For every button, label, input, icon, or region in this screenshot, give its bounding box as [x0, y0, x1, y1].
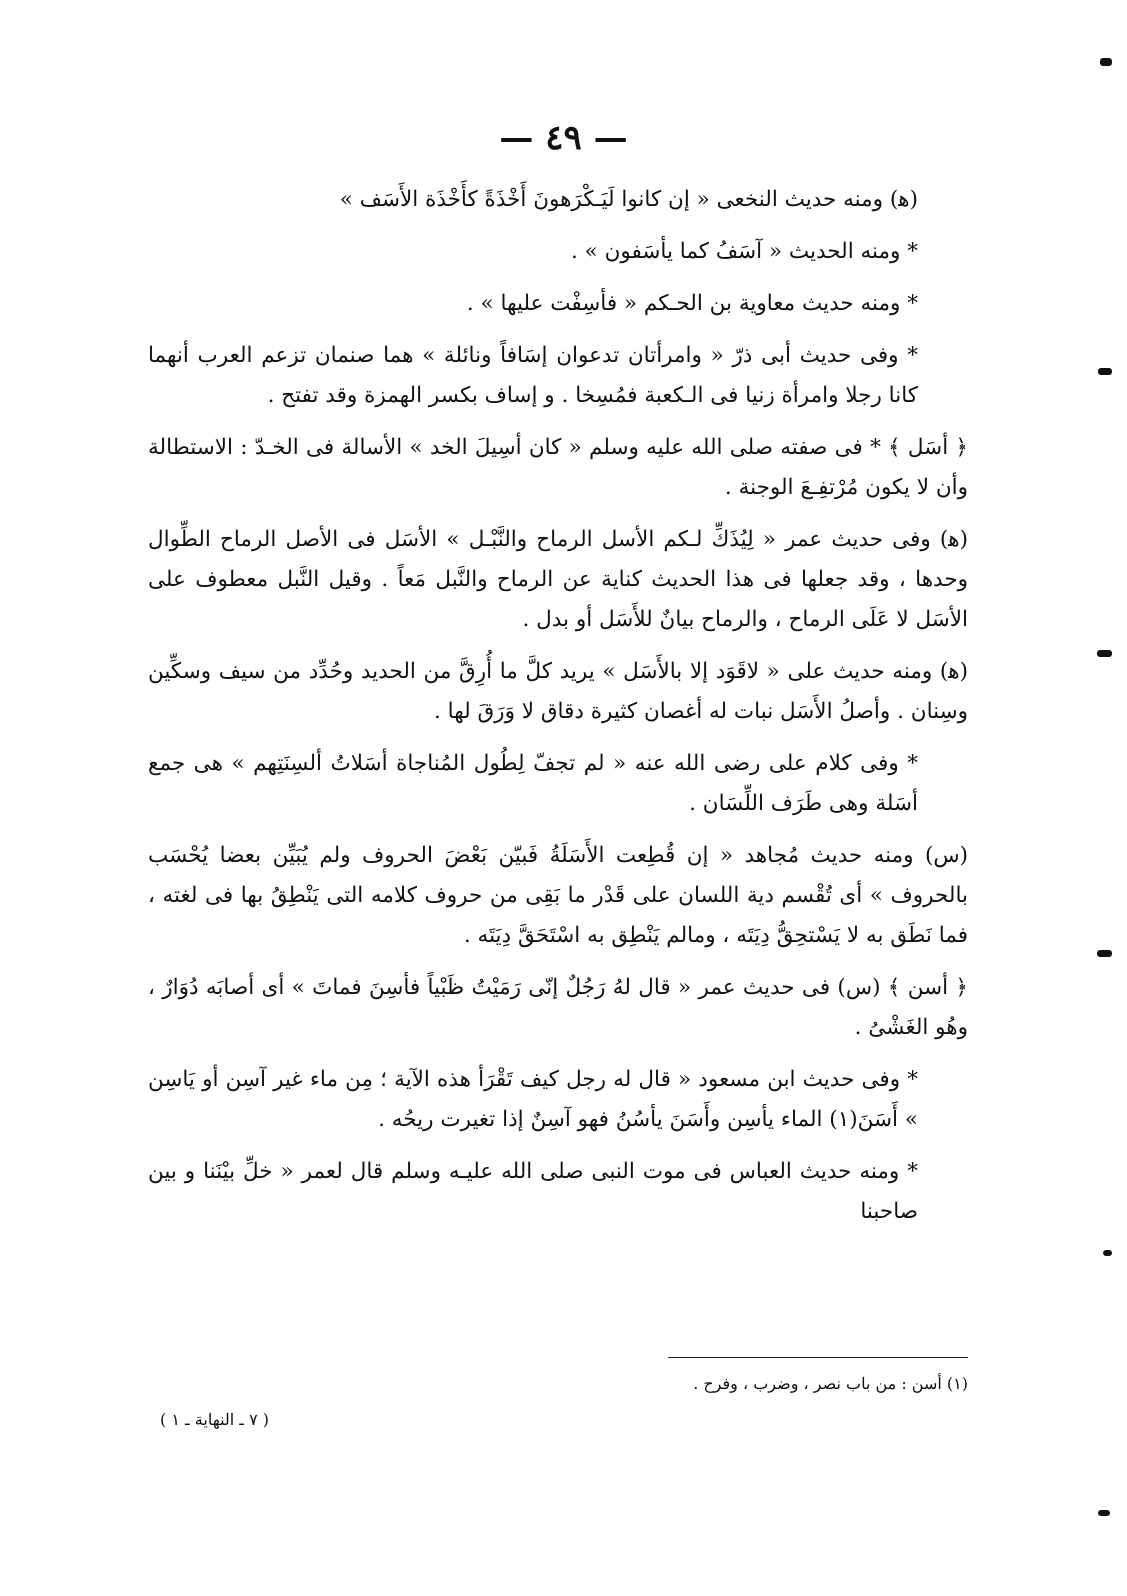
- body-text: [148, 180, 968, 1244]
- paragraph: (ﻫ) ومنه حديث النخعى « إن كانوا لَيَـكْرَهونَ أَخْذَةً كأَخْذَة الأَسَف »: [339, 187, 918, 212]
- edge-mark: [1097, 650, 1112, 657]
- edge-mark: [1097, 950, 1112, 957]
- paragraph-entry-asal: ﴿ أسَل ﴾ * فى صفته صلى الله عليه وسلم « كان أسِيلَ الخد » الأسالة فى الخـدّ : الاستطالة وأن لا يكون مُرْتفِـعَ الوجنة .: [148, 435, 968, 500]
- paragraph: * وفى حديث ابن مسعود « قال له رجل كيف تَقْرَأ هذه الآية ؛ مِن ماء غير آسِن أو يَاسِن » أَسَنَ(١) الماء يأسِن وأَسَنَ يأسُنُ فهو آسِنٌ إذا تغيرت ريحُه .: [148, 1067, 918, 1132]
- paragraph: (س) ومنه حديث مُجاهد « إن قُطِعت الأَسَلَةُ فَبيّن بَعْضَ الحروف ولم يُبَيِّن بعضا يُحْسَب بالحروف » أى تُقْسم دية اللسان على قَدْر ما بَقِى من حروف كلامه التى يَنْطِقُ بها فى لغته ، فما نَطَق به لا يَسْتحِقُّ دِيَتَه ، ومالم يَنْطِق به اسْتَحَقَّ دِيَتَه .: [148, 843, 968, 948]
- paragraph: * وفى كلام على رضى الله عنه « لم تجفّ لِطُول المُناجاة أسَلاتُ ألسِنَتِهم » هى جمع أسَلة وهى طَرَف اللِّسَان .: [148, 751, 918, 816]
- paragraph: * ومنه حديث العباس فى موت النبى صلى الله عليـه وسلم قال لعمر « خلِّ بيْنَنا و بين صاحبنا: [148, 1159, 918, 1224]
- paragraph: * ومنه الحديث « آسَفُ كما يأسَفون » .: [570, 239, 918, 264]
- edge-mark: [1098, 368, 1112, 375]
- footnote-divider: [668, 1357, 968, 1358]
- paragraph: * وفى حديث أبى ذرّ « وامرأتان تدعوان إسَافاً ونائلة » هما صنمان تزعم العرب أنهما كانا رجلا وامرأة زنيا فى الـكعبة فمُسِخا . و إساف بكسر الهمزة وقد تفتح .: [148, 343, 918, 408]
- edge-mark: [1103, 1250, 1112, 1256]
- paragraph: * ومنه حديث معاوية بن الحـكم « فأسِفْت عليها » .: [466, 291, 918, 316]
- paragraph: (ﻫ) ومنه حديث على « لاقَوَد إلا بالأَسَل » يريد كلَّ ما أُرِقَّ من الحديد وحُدِّد من سيف وسكِّين وسِنان . وأصلُ الأَسَل نبات له أغصان كثيرة دقاق لا وَرَقَ لها .: [148, 659, 968, 724]
- edge-mark: [1098, 1510, 1110, 1516]
- edge-mark: [1100, 58, 1112, 66]
- paragraph-entry-asan: ﴿ أسن ﴾ (س) فى حديث عمر « قال لهُ رَجُلٌ إنّى رَمَيْتُ ظَبْياً فأسِنَ فماتَ » أى أصابَه دُوَارٌ ، وهُو الغَشْىُ .: [148, 975, 968, 1040]
- signature-mark: ( ٧ ـ النهاية ـ ١ ): [160, 1410, 269, 1429]
- footnote: (١) أسن : من باب نصر ، وضرب ، وفرح .: [693, 1374, 968, 1393]
- paragraph: (ﻫ) وفى حديث عمر « لِيُذَكِّ لـكم الأسل الرماح والنَّبْـل » الأسَل فى الأصل الرماح الطِّوال وحدها ، وقد جعلها فى هذا الحديث كناية عن الرماح والنَّبل مَعاً . وقيل النَّبل معطوف على الأسَل لا عَلَى الرماح ، والرماح بيانٌ للأَسَل أو بدل .: [148, 527, 968, 632]
- page-number: — ٤٩ —: [499, 118, 628, 158]
